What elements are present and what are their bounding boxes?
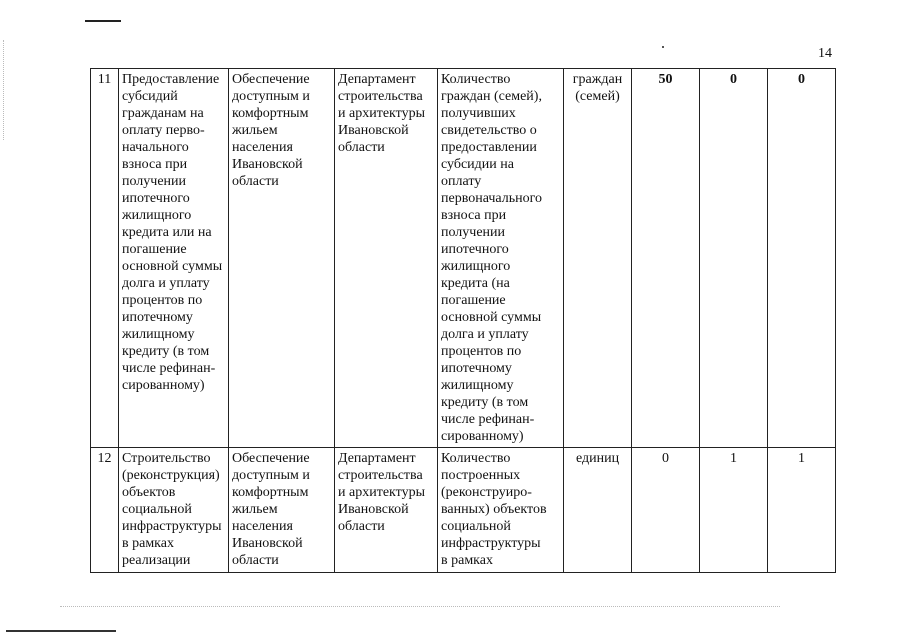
indicator-cell <box>438 448 564 573</box>
scan-artifact-dots <box>3 40 5 140</box>
unit-cell: граждан (семей) <box>564 69 632 448</box>
scan-artifact-line <box>85 20 121 22</box>
value-cell-3: 1 <box>768 448 836 573</box>
indicator-cell: Количество граждан (семей), получивших свидетельство о предоставлении субсидии на оплату первоначального взноса при получении ипотечного жилищного кредита (на погашение основной суммы долга и уплату процентов по ипотечному жилищному кредиту (в том числе рефинан- сированному) <box>438 69 564 448</box>
executor-text: Департамент строительства и архитектуры Ивановской области <box>338 451 425 534</box>
value-cell-2: 1 <box>700 448 768 573</box>
goal-cell <box>229 448 335 573</box>
indicator-text: Количество построенных (реконструиро- ванных) объектов социальной инфраструктуры в рамках <box>441 451 547 567</box>
value-cell-1: 0 <box>632 448 700 573</box>
row-number: 11 <box>91 69 119 448</box>
program-table <box>90 68 836 573</box>
executor-cell: Департамент строительства и архитектуры Ивановской области <box>335 69 438 448</box>
activity-cell <box>119 448 229 573</box>
value-cell-3: 0 <box>768 69 836 448</box>
goal-cell: Обеспечение доступным и комфортным жильем населения Ивановской области <box>229 69 335 448</box>
scan-artifact-line <box>6 630 116 632</box>
executor-cell <box>335 448 438 573</box>
value-cell-1: 50 <box>632 69 700 448</box>
activity-cell: Предоставление субсидий гражданам на оплату перво- начального взноса при получении ипотечного жилищного кредита или на погашение основной суммы долга и уплату процентов по ипотечному жилищному кредиту (в том числе рефинан- сированному) <box>119 69 229 448</box>
page-number: 14 <box>818 46 832 61</box>
unit-cell: единиц <box>564 448 632 573</box>
scan-artifact-speck <box>662 46 664 48</box>
value-cell-2: 0 <box>700 69 768 448</box>
row-number: 12 <box>91 448 119 573</box>
scan-artifact-dots <box>60 606 780 608</box>
table-row <box>91 69 836 448</box>
activity-text: Строительство (реконструкция) объектов социальной инфраструктуры в рамках реализации <box>122 451 222 567</box>
goal-text: Обеспечение доступным и комфортным жильем населения Ивановской области <box>232 451 310 567</box>
table-row <box>91 448 836 573</box>
